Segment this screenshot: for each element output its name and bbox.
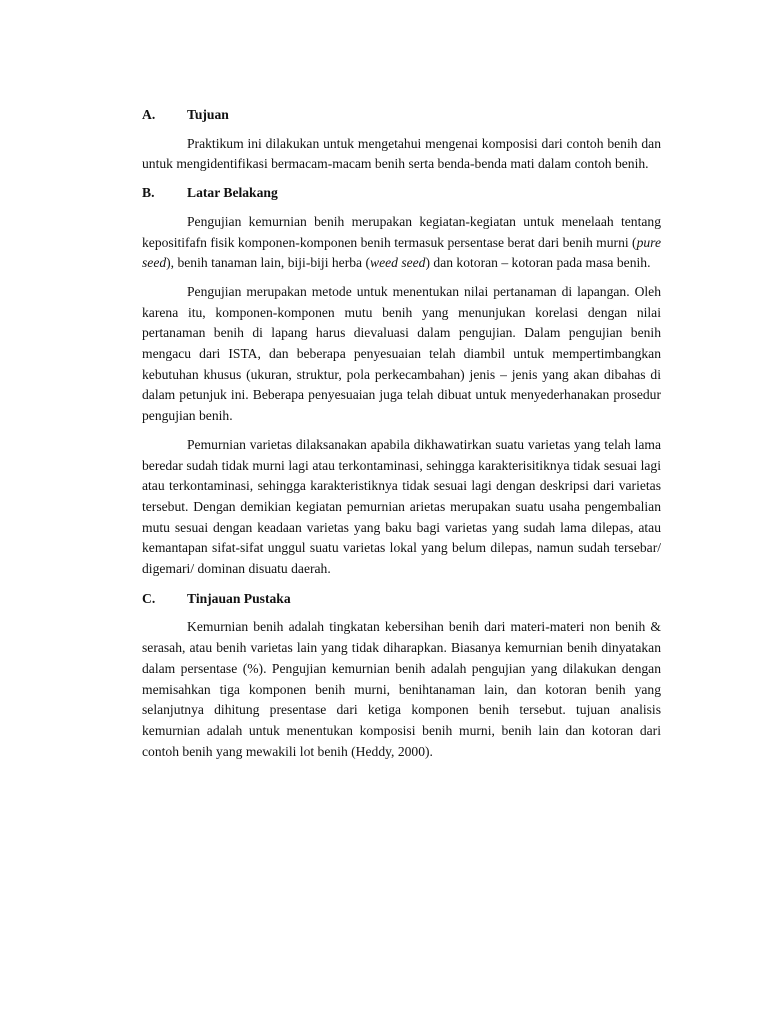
section-b-paragraph-1	[142, 212, 661, 274]
section-b-p1-text-c: ) dan kotoran – kotoran pada masa benih.	[425, 255, 651, 271]
section-b-letter: B.	[142, 185, 155, 201]
section-b-heading	[142, 183, 661, 204]
section-b-p1-italic-pure-seed: pure seed	[142, 234, 661, 271]
section-a-heading	[142, 105, 661, 126]
section-c-letter: C.	[142, 590, 156, 606]
section-c-title: Tinjauan Pustaka	[187, 590, 291, 606]
section-b-p1-italic-weed-seed: weed seed	[370, 255, 426, 271]
section-b-p1-text-b: ), benih tanaman lain, biji-biji herba (	[166, 255, 370, 271]
section-b-paragraph-2: Pengujian merupakan metode untuk menentukan nilai pertanaman di lapangan. Oleh karena itu, komponen-komponen mutu benih yang menunjukan korelasi dengan nilai pertanaman benih di lapang harus dievaluasi dalam pengujian. Dalam pengujian benih mengacu dari ISTA, dan beberapa penyesuaian telah diambil untuk mempertimbangkan kebutuhan khusus (ukuran, struktur, pola perkecambahan) jenis – jenis yang akan dibahas di dalam petunjuk ini. Beberapa penyesuaian juga telah dibuat untuk menyederhanakan prosedur pengujian benih.	[142, 283, 661, 424]
section-a-title: Tujuan	[187, 107, 229, 122]
section-b-p1-text-a: Pengujian kemurnian benih merupakan kegiatan-kegiatan untuk menelaah tentang kepositifafn fisik komponen-komponen benih termasuk persentase berat dari benih murni (	[142, 213, 661, 250]
section-b-paragraph-3: Pemurnian varietas dilaksanakan apabila dikhawatirkan suatu varietas yang telah lama beredar sudah tidak murni lagi atau terkontaminasi, sehingga karakterisitiknya tidak sesuai lagi atau terkontaminasi, sehingga karakteristiknya tidak sesuai lagi dengan deskripsi dari varietas tersebut. Dengan demikian kegiatan pemurnian arietas merupakan suatu usaha pengembalian mutu sesuai dengan keadaan varietas yang baku bagi varietas yang sudah lama dilepas, atau kemantapan sifat-sifat unggul suatu varietas lokal yang belum dilepas, namun sudah tersebar/ digemari/ dominan disuatu daerah.	[142, 436, 661, 577]
section-c-heading	[142, 589, 661, 610]
section-c-paragraph: Kemurnian benih adalah tingkatan kebersihan benih dari materi-materi non benih & serasah, atau benih varietas lain yang tidak diharapkan. Biasanya kemurnian benih dinyatakan dalam persentase (%). Pengujian kemurnian benih adalah pengujian yang dilakukan dengan memisahkan tiga komponen benih murni, benihtanaman lain, dan kotoran benih yang selanjutnya dihitung presentase dari ketiga komponen benih tersebut. tujuan analisis kemurnian adalah untuk menentukan komposisi benih murni, benih lain dan kotoran dari contoh benih yang mewakili lot benih (Heddy, 2000).	[142, 619, 661, 759]
section-b-title: Latar Belakang	[187, 185, 278, 201]
section-a-letter: A.	[142, 107, 156, 122]
document-page	[142, 105, 661, 770]
section-a-paragraph: Praktikum ini dilakukan untuk mengetahui mengenai komposisi dari contoh benih dan untuk mengidentifikasi bermacam-macam benih serta benda-benda mati dalam contoh benih.	[142, 135, 661, 172]
